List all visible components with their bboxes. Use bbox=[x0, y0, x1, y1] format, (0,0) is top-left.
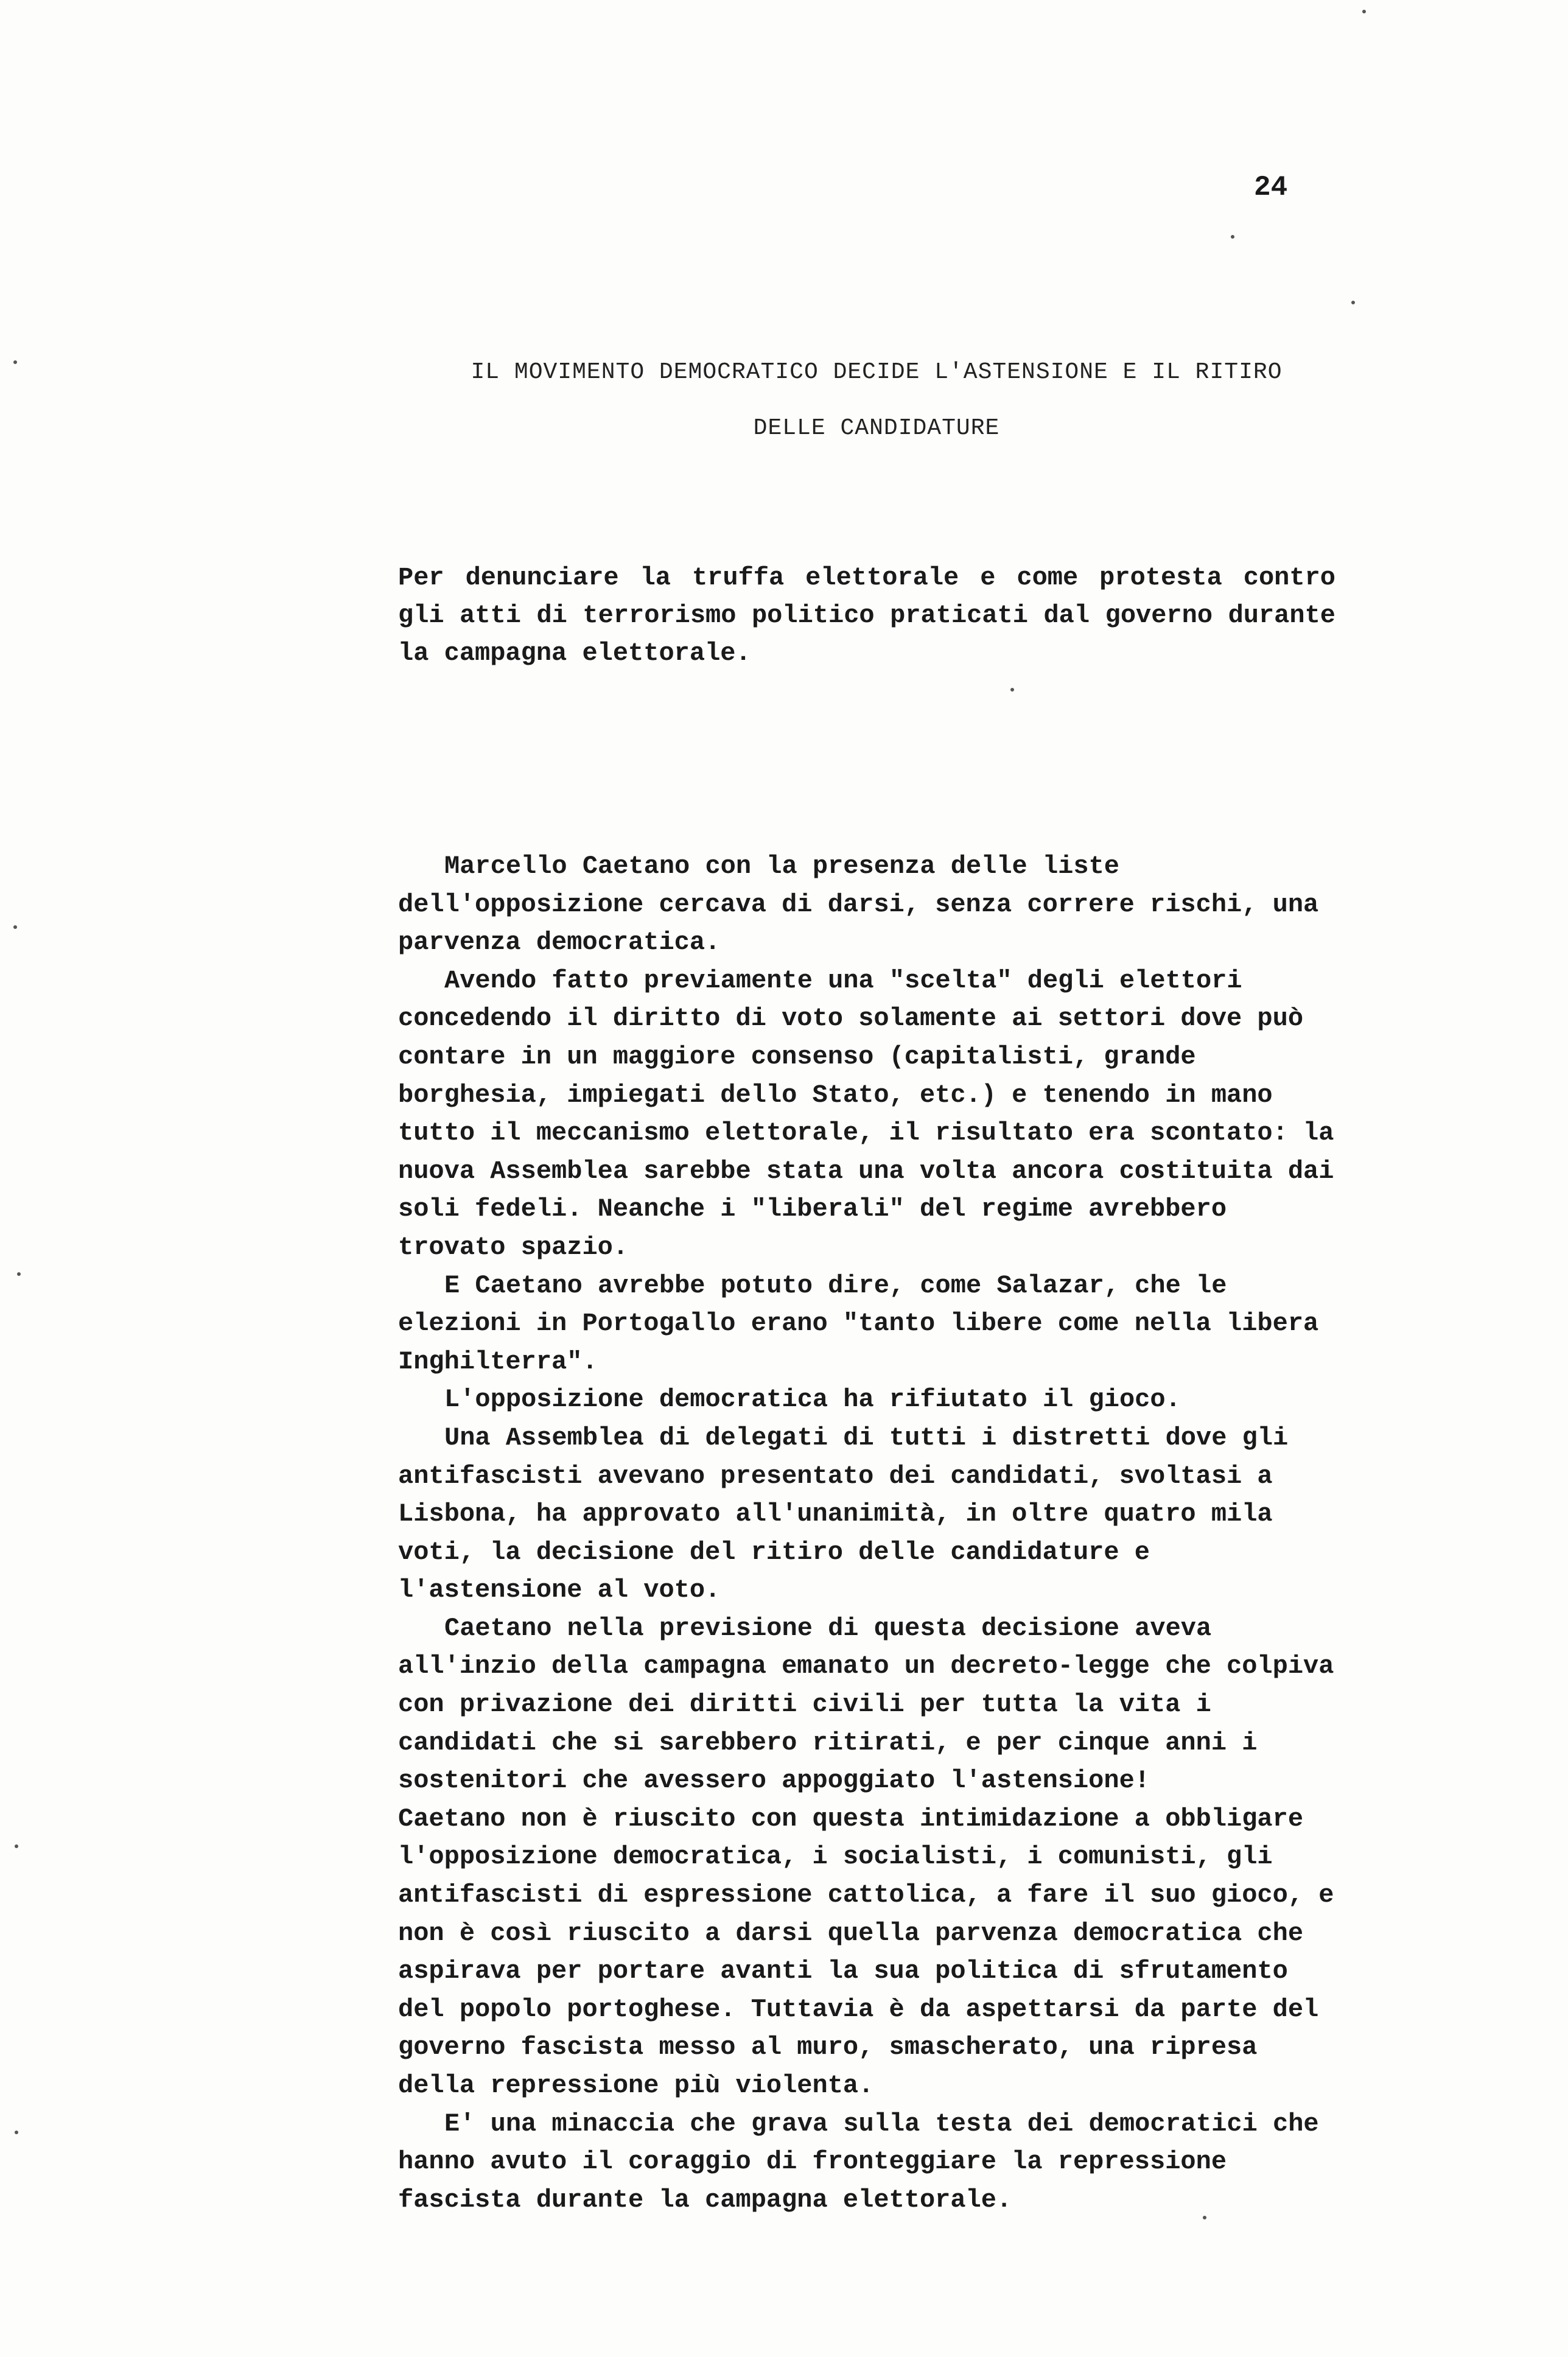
paragraph-1: Marcello Caetano con la presenza delle liste dell'opposizione cercava di darsi, senza correre rischi, una parvenza democratica. bbox=[398, 852, 1319, 958]
paragraph-6: Caetano nella previsione di questa decisione aveva all'inzio della campagna emanato un decreto-legge che colpiva con privazione dei diritti civili per tutta la vita i candidati che si sarebbero ritirati, e per cinque anni i sostenitori che avessero appoggiato l'astensione! bbox=[398, 1613, 1334, 1796]
scan-speck bbox=[13, 925, 17, 929]
scan-speck bbox=[1362, 10, 1366, 13]
paragraph-4: L'opposizione democratica ha rifiutato il gioco. bbox=[444, 1385, 1181, 1415]
paragraph-2: Avendo fatto previamente una "scelta" degli elettori concedendo il diritto di voto solamente ai settori dove può contare in un maggiore consenso (capitalisti, grande borghesia, impiegati dello Stato, etc.) e tenendo in mano tutto il meccanismo elettorale, il risultato era scontato: la nuova Assemblea sarebbe stata una volta ancora costituita dai soli fedeli. Neanche i "liberali" del regime avrebbero trovato spazio. bbox=[398, 965, 1334, 1262]
paragraph-8: E' una minaccia che grava sulla testa dei democratici che hanno avuto il coraggio di fronteggiare la repressione fascista durante la campagna elettorale. bbox=[398, 2109, 1319, 2215]
paragraph-5: Una Assemblea di delegati di tutti i distretti dove gli antifascisti avevano presentato dei candidati, svoltasi a Lisbona, ha approvato all'unanimità, in oltre quatro mila voti, la decisione del ritiro delle candidature e l'astensione al voto. bbox=[398, 1423, 1289, 1605]
page-number: 24 bbox=[1254, 172, 1288, 203]
scan-speck bbox=[1231, 235, 1234, 239]
scan-speck bbox=[1351, 301, 1355, 304]
scan-speck bbox=[1203, 2216, 1206, 2219]
paragraph-3: E Caetano avrebbe potuto dire, come Salazar, che le elezioni in Portogallo erano "tanto libere come nella libera Inghilterra". bbox=[398, 1270, 1319, 1376]
subtitle-paragraph: Per denunciare la truffa elettorale e come protesta contro gli atti di terrorismo politico praticati dal governo durante la campagna elettorale. bbox=[398, 563, 1335, 668]
scan-speck bbox=[17, 1272, 21, 1276]
scan-speck bbox=[13, 360, 17, 364]
paragraph-7: Caetano non è riuscito con questa intimidazione a obbligare l'opposizione democratica, i socialisti, i comunisti, gli antifascisti di espressione cattolica, a fare il suo gioco, e non è così riuscito a darsi quella parvenza democratica che aspirava per portare avanti la sua politica di sfrutamento del popolo portoghese. Tuttavia è da aspettarsi da parte del governo fascista messo al muro, smascherato, una ripresa della repressione più violenta. bbox=[398, 1804, 1334, 2100]
scan-speck bbox=[15, 2131, 18, 2134]
body-text bbox=[398, 847, 1335, 2219]
title-line-1: IL MOVIMENTO DEMOCRATICO DECIDE L'ASTENSIONE E IL RITIRO bbox=[471, 359, 1283, 385]
scan-speck bbox=[1010, 688, 1014, 692]
scan-speck bbox=[15, 1844, 18, 1848]
title-line-2: DELLE CANDIDATURE bbox=[753, 415, 1000, 441]
